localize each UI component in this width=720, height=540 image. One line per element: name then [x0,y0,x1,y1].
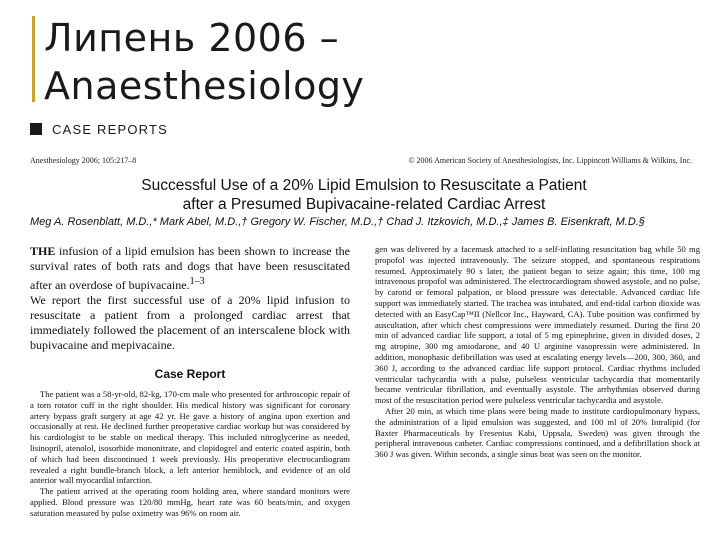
slide-title-line-1: Липень 2006 – [44,16,340,60]
journal-citation: Anesthesiology 2006; 105:217–8 [30,156,137,165]
body-paragraph: gen was delivered by a facemask attached to a self-inflating resuscitation bag while 50 mg propofol was injected intravenously. The seizure stopped, and spontaneous respirations resumed. Approximately 90 s later, the patient began to seize again; this time, 100 mg intravenous propofol was administered. The electrocardiogram showed asystole, and no pulse, by carotid or femoral palpation, or blood pressure was detectable. Advanced cardiac life support was immediately started. The trachea was intubated, and end-tidal carbon dioxide was detected with an EasyCap™II (Nellcor Inc., Hayward, CA). Tube position was confirmed by auscultation, after which chest compressions were immediately resumed. During the first 20 min of advanced cardiac life support, a total of 5 mg epinephrine, given in divided doses, 2 mg atropine, 300 mg amiodarone, and 40 U arginine vasopressin were administered. In addition, monophasic defibrillation was used at escalating energy levels—200, 300, 360, and 360 J, according to the advanced cardiac life support protocol. Cardiac rhythms included ventricular tachycardia with a pulse, pulseless ventricular tachycardia that momentarily became ventricular fibrillation, and eventually asystole. The arrhythmias observed during most of the resuscitation period were pulseless ventricular tachycardia and asystole. [375,244,700,406]
body-paragraph: After 20 min, at which time plans were being made to institute cardiopulmonary bypass, the administration of a lipid emulsion was suggested, and 100 ml of 20% Intralipid (for Baxter Pharmaceuticals by Fresenius Kabi, Uppsala, Sweden) was given through the peripheral intravenous catheter. Cardiac compressions continued, and a defibrillation shock at 360 J was given. Within seconds, a single sinus beat was seen on the monitor. [375,405,700,460]
abstract-reference: 1–3 [189,276,205,287]
left-column [30,244,350,519]
abstract-paragraph-1 [30,244,350,293]
abstract-paragraph-2: We report the first successful use of a 20% lipid infusion to resuscitate a patient from a prolonged cardiac arrest that immediately followed the placement of an interscalene block with bupivacaine and mepivacaine. [30,293,350,352]
abstract-lead-word: THE [30,244,56,258]
slide-title [44,14,694,110]
article-scan [28,120,700,540]
abstract-text: infusion of a lipid emulsion has been shown to increase the survival rates of both rats and dogs that have been resuscitated after an overdose of bupivacaine. [30,244,350,292]
case-report-heading: Case Report [154,367,226,381]
body-paragraph: The patient was a 58-yr-old, 82-kg, 170-cm male who presented for arthroscopic repair of a torn rotator cuff in the right shoulder. His medical history was significant for coronary artery bypass graft surgery at age 42 yr. He gave a history of angina upon exertion and occasionally at rest. He declined further preoperative cardiac workup but was considered by his cardiologist to be stable on medical therapy. This included nitroglycerine as needed, lisinopril, atenolol, isosorbide mononitrate, and clopidogrel and enteric coated aspirin, both of which had been discontinued 1 week previously. His preoperative electrocardiogram revealed a right bundle-branch block, a left anterior hemiblock, and evidence of an old anterior wall myocardial infarction. [30,389,350,486]
slide-title-line-2: Anaesthesiology [44,64,365,108]
article-title-line-1: Successful Use of a 20% Lipid Emulsion to Resuscitate a Patient [141,177,587,194]
author-list: Meg A. Rosenblatt, M.D.,* Mark Abel, M.D.,† Gregory W. Fischer, M.D.,† Chad J. Itzkovich, M.D.,‡ James B. Eisenkraft, M.D.§ [30,216,645,228]
section-header [30,120,168,138]
article-title-line-2: after a Presumed Bupivacaine-related Cardiac Arrest [182,196,546,213]
abstract [30,244,350,353]
case-report-body-right [375,244,700,460]
right-column [375,244,700,460]
section-label: CASE REPORTS [52,121,169,137]
title-accent-bar [32,16,35,102]
case-report-body-left [30,389,350,519]
body-paragraph: The patient arrived at the operating room holding area, where standard monitors were applied. Blood pressure was 120/80 mmHg, heart rate was 60 beats/min, and oxygen saturation measured by pulse oximetry was 96% on room air. [30,486,350,518]
square-bullet-icon [30,123,42,135]
article-title [28,176,700,214]
copyright-line: © 2006 American Society of Anesthesiologists, Inc. Lippincott Williams & Wilkins, Inc. [408,156,692,165]
